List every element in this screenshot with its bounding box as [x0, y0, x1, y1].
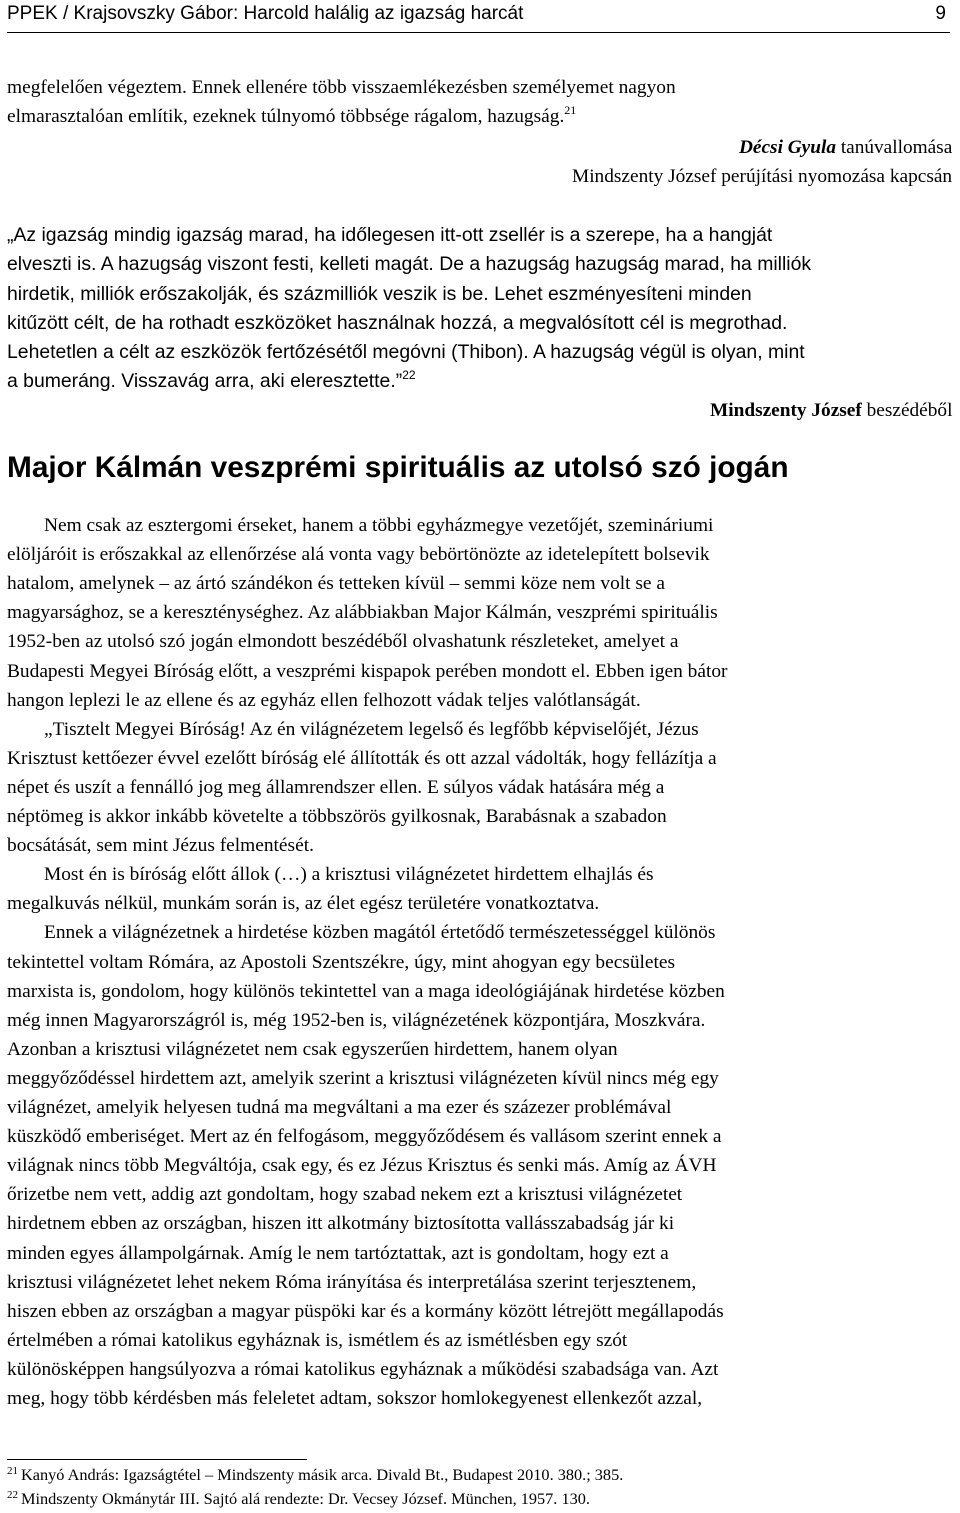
- body-line: elöljáróit is erőszakkal az ellenőrzése alá vonta vagy bebörtönözte az idetelepített bolsevik: [7, 544, 710, 566]
- body-line: 1952-ben az utolsó szó jogán elmondott beszédéből olvashatunk részleteket, amelyet a: [7, 631, 679, 653]
- body-line: hangon leplezi le az ellene és az egyház ellen felhozott vádak teljes valótlanságát.: [7, 689, 641, 711]
- body-line: megalkuvás nélkül, munkám során is, az élet egész területére vonatkoztatva.: [7, 893, 600, 915]
- body-line: Ennek a világnézetnek a hirdetése közben magától értetődő természetességgel különös: [44, 922, 716, 944]
- footnote-ref-21: 21: [564, 103, 577, 117]
- footnote-text: Kanyó András: Igazságtétel – Mindszenty másik arca. Divald Bt., Budapest 2010. 380.; 385.: [21, 1465, 624, 1484]
- body-line: Most én is bíróság előtt állok (…) a krisztusi világnézetet hirdettem elhajlás és: [44, 864, 654, 886]
- body-line: hirdetnem ebben az országban, hiszen itt alkotmány biztosította vallásszabadság jár ki: [7, 1213, 675, 1235]
- page-number: 9: [935, 3, 946, 24]
- intro-line-1: megfelelően végeztem. Ennek ellenére több visszaemlékezésben személyemet nagyon: [7, 77, 676, 98]
- attribution-1-name: Décsi Gyula: [738, 137, 836, 158]
- quote-line: a bumeráng. Visszavág arra, aki eleresztette.”$^{22}$: [7, 368, 416, 392]
- quote-line: Lehetetlen a célt az eszközök fertőzésétől megóvni (Thibon). A hazugság végül is olyan, mint: [7, 341, 805, 363]
- body-line: meg, hogy több kérdésben más feleletet adtam, sokszor homlokegyenest ellenkezőt azzal,: [7, 1388, 703, 1409]
- footnote-text: Mindszenty Okmánytár III. Sajtó alá rendezte: Dr. Vecsey József. München, 1957. 130.: [21, 1489, 590, 1508]
- quote-line: hirdetik, milliók erőszakolják, és százmilliók veszik is be. Lehet eszményesíteni minden: [7, 283, 752, 305]
- body-line: Azonban a krisztusi világnézetet nem csak egyszerűen hirdettem, hanem olyan: [7, 1038, 618, 1060]
- quote-line: elveszti is. A hazugság viszont festi, kelleti magát. De a hazugság hazugság marad, ha milliók: [7, 253, 812, 275]
- intro-line-2: elmarasztalóan említik, ezeknek túlnyomó többsége rágalom, hazugság.$^{21}$: [7, 103, 577, 127]
- header-title: PPEK / Krajsovszky Gábor: Harcold halálig az igazság harcát: [7, 3, 524, 24]
- section-title: Major Kálmán veszprémi spirituális az utolsó szó jogán: [7, 451, 789, 484]
- body-line: hiszen ebben az országban a magyar püspöki kar és a kormány között létrejött megállapodás: [7, 1300, 724, 1322]
- body-line: Krisztust kettőezer évvel ezelőtt bíróság elé állították és ott azzal vádolták, hogy fellázítja a: [7, 747, 717, 769]
- body-line: tekintettel voltam Rómára, az Apostoli Szentszékre, úgy, mint ahogyan egy becsületes: [7, 951, 676, 973]
- body-line: meggyőződéssel hirdettem azt, amelyik szerint a krisztusi világnézeten kívül nincs még egy: [7, 1067, 719, 1089]
- footnote: [7, 1464, 623, 1486]
- attribution-2: Mindszenty József beszédéből: [709, 400, 953, 421]
- body-line: Budapesti Megyei Bíróság előtt, a veszprémi kispapok perében mondott el. Ebben igen bátor: [7, 660, 728, 682]
- body-line: népet és uszít a fennálló jog meg államrendszer ellen. E súlyos vádak hatására még a: [7, 776, 665, 798]
- body-line: még innen Magyarországról is, még 1952-ben is, világnézetének központjára, Moszkvára.: [7, 1009, 706, 1031]
- attribution-1-line-2: Mindszenty József perújítási nyomozása kapcsán: [571, 166, 952, 187]
- body-line: hatalom, amelynek – az ártó szándékon és tetteken kívül – semmi köze nem volt se a: [7, 573, 665, 595]
- body-line: magyarsághoz, se a kereszténységhez. Az alábbiakban Major Kálmán, veszprémi spirituális: [7, 602, 718, 624]
- body-line: „Tisztelt Megyei Bíróság! Az én világnézetem legelső és legfőbb képviselőjét, Jézus: [44, 718, 699, 740]
- body-line: krisztusi világnézetet lehet nekem Róma irányítása és interpretálása szerint terjesztenem,: [7, 1271, 697, 1293]
- body-line: bocsátását, sem mint Jézus felmentését.: [7, 835, 314, 857]
- footnote-number: 21: [7, 1465, 18, 1477]
- quote-line: kitűzött célt, de ha rothadt eszközöket használnak hozzá, a megvalósított cél is megrothad.: [7, 312, 788, 334]
- body-line: értelmében a római katolikus egyháznak is, ismétlem és az ismétlésben egy szót: [7, 1329, 628, 1351]
- attribution-2-name: Mindszenty József: [709, 400, 862, 421]
- footnote: [7, 1488, 590, 1510]
- body-line: világnézet, amelyik helyesen tudná ma megváltani a ma ezer és százezer problémával: [7, 1097, 672, 1118]
- footnote-ref-22: 22: [402, 368, 416, 382]
- running-header: [7, 0, 950, 33]
- body-line: őrizetbe nem vett, addig azt gondoltam, hogy szabad nekem ezt a krisztusi világnézetet: [7, 1184, 683, 1206]
- footnote-number: 22: [7, 1489, 18, 1501]
- quote-line: „Az igazság mindig igazság marad, ha időlegesen itt-ott zsellér is a szerepe, ha a hangját: [7, 224, 773, 246]
- body-line: Nem csak az esztergomi érseket, hanem a többi egyházmegye vezetőjét, szemináriumi: [44, 515, 714, 536]
- body-line: marxista is, gondolom, hogy különös tekintettel van a maga ideológiájának hirdetése közben: [7, 980, 725, 1002]
- attribution-1-line-1: Décsi Gyula tanúvallomása: [738, 137, 952, 158]
- footnote-rule: [7, 1459, 307, 1460]
- body-line: különösképpen hangsúlyozva a római katolikus egyháznak a működési szabadsága van. Azt: [7, 1358, 719, 1380]
- body-line: küszködő emberiséget. Mert az én felfogásom, meggyőződésem és vallásom szerint ennek a: [7, 1126, 722, 1148]
- body-line: néptömeg is akkor inkább követelte a többszörös gyilkosnak, Barabásnak a szabadon: [7, 806, 667, 827]
- body-line: világnak nincs több Megváltója, csak egy, és ez Jézus Krisztus és senki más. Amíg az ÁVH: [7, 1155, 717, 1177]
- body-line: minden egyes állampolgárnak. Amíg le nem tartóztattak, azt is gondoltam, hogy ezt a: [7, 1242, 669, 1264]
